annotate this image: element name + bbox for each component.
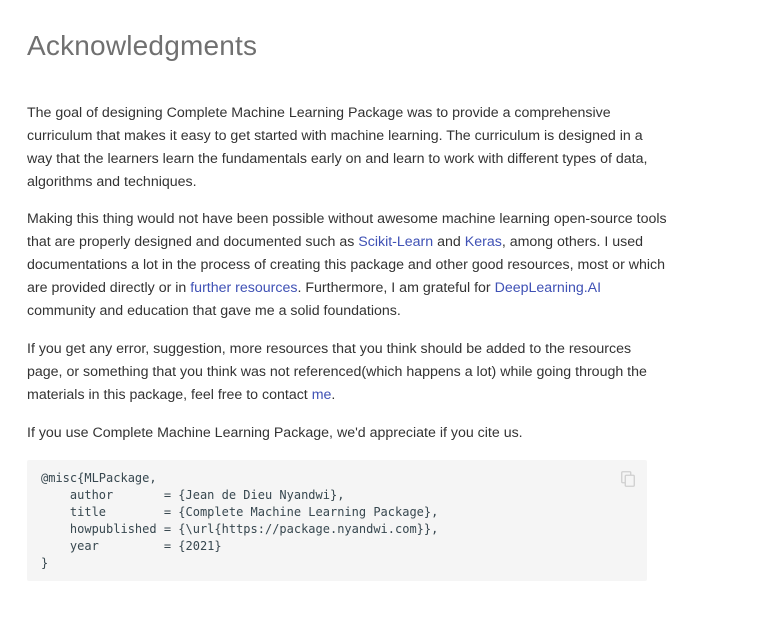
copy-icon[interactable] [621,471,635,487]
intro-text: The goal of designing Complete Machine Learning Package was to provide a comprehensive curriculum that makes it easy to get started with machine learning. The curriculum is designed in a way that the learners learn the fundamentals early on and learn to work with different types of data, algorithms and techniques. [27,105,648,190]
intro-paragraph [27,102,667,194]
citation-text: If you use Complete Machine Learning Package, we'd appreciate if you cite us. [27,425,523,441]
deeplearning-ai-link[interactable]: DeepLearning.AI [494,280,602,296]
contact-text-1: If you get any error, suggestion, more resources that you think should be added to the resources page, or something that you think was not referenced(which happens a lot) while going through the materials in this package, feel free to contact [27,341,647,403]
scikit-learn-link[interactable]: Scikit-Learn [358,234,434,250]
citation-code[interactable]: @misc{MLPackage, author = {Jean de Dieu Nyandwi}, title = {Complete Machine Learning Package}, howpublished = {\url{https://package.nyandwi.com}}, year = {2021} } [41,471,439,570]
contact-paragraph [27,338,667,407]
citation-code-block [27,460,647,581]
credits-text-3: , among others. I used documentations a lot in the process of creating this package and other good resources, most or which are provided directly or in [27,234,666,296]
credits-text-2: and [433,234,465,250]
contact-text-2: . [331,387,336,403]
page-title: Acknowledgments [27,30,258,61]
further-resources-link[interactable]: further resources [190,280,298,296]
credits-text-1: Making this thing would not have been possible without awesome machine learning open-source tools that are properly designed and documented such as [27,211,667,250]
credits-text-4: . Furthermore, I am grateful for [297,280,495,296]
credits-paragraph [27,208,667,323]
citation-paragraph [27,422,667,445]
credits-text-5: community and education that gave me a solid foundations. [27,303,401,319]
contact-me-link[interactable]: me [311,387,332,403]
keras-link[interactable]: Keras [464,234,502,250]
